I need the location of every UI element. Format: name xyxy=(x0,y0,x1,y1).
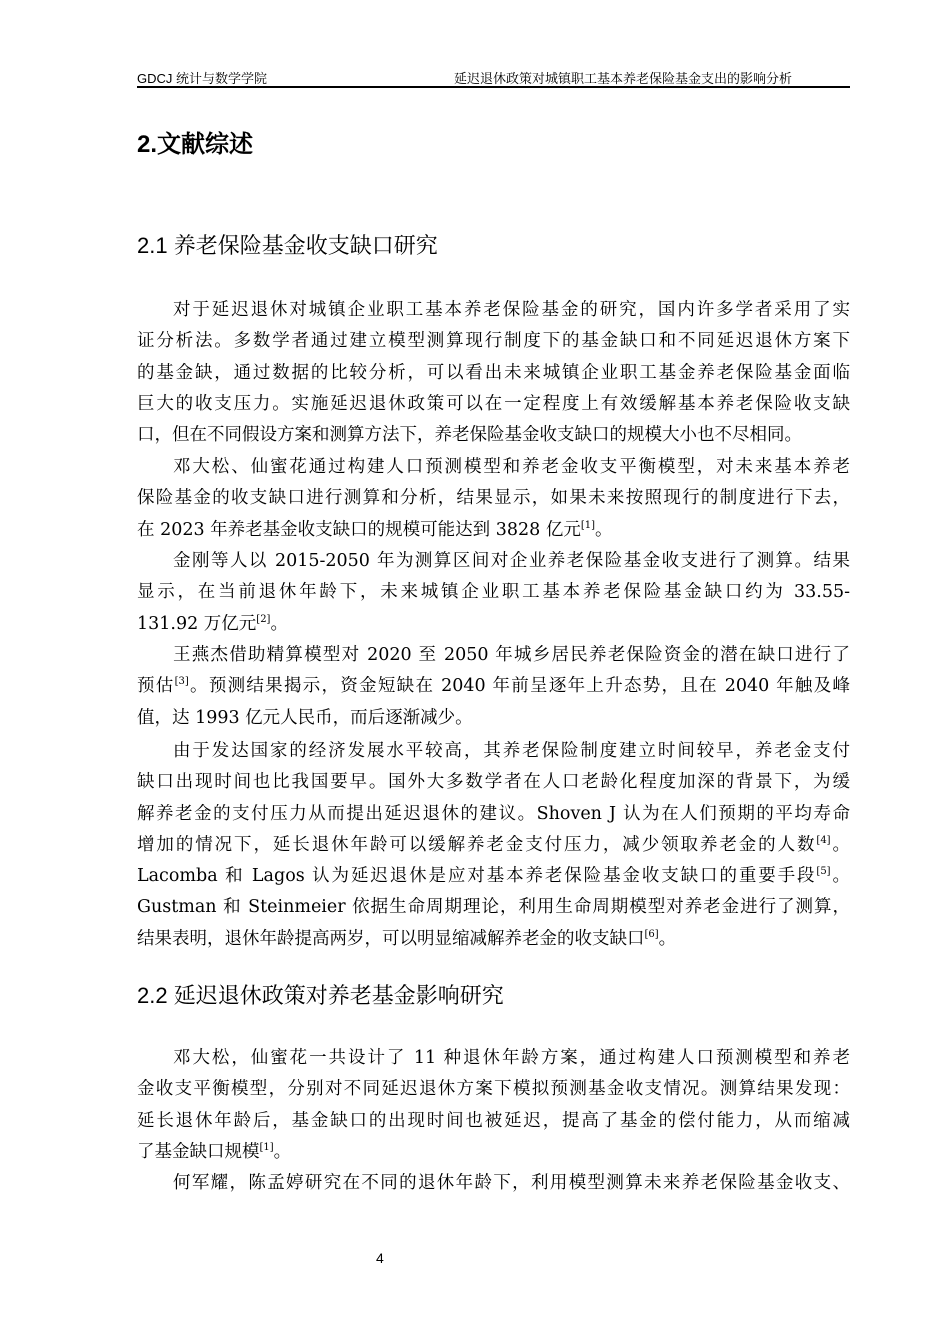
paragraph xyxy=(137,736,850,955)
text-line xyxy=(137,1137,850,1168)
citation-ref: [5] xyxy=(816,866,831,878)
text-line xyxy=(137,609,850,640)
text-run: 。 xyxy=(595,519,613,540)
text-line xyxy=(137,736,850,767)
text-run: 保险基金的收支缺口进行测算和分析，结果显示，如果未来按照现行的制度进行下去， xyxy=(137,488,850,509)
text-run: 缺口出现时间也比我国要早。国外大多数学者在人口老龄化程度加深的背景下，为缓 xyxy=(137,772,850,793)
text-run: 。预测结果揭示，资金短缺在 2040 年前呈逐年上升态势，且在 2040 年触及峰 xyxy=(188,676,850,697)
text-line xyxy=(137,830,850,861)
text-run: 邓大松、仙蜜花通过构建人口预测模型和养老金收支平衡模型，对未来基本养老 xyxy=(173,457,850,477)
text-line xyxy=(137,924,850,955)
text-line xyxy=(137,703,850,734)
text-run: 显示，在当前退休年龄下，未来城镇企业职工基本养老保险基金缺口约为 33.55- xyxy=(137,582,850,603)
text-line xyxy=(137,420,850,451)
header-left: GDCJ 统计与数学学院 xyxy=(137,71,268,86)
text-run: 值，达 1993 亿元人民币，而后逐渐减少。 xyxy=(137,707,473,728)
text-line xyxy=(137,861,850,892)
text-run: 解养老金的支付压力从而提出延迟退休的建议。Shoven J 认为在人们预期的平均寿命 xyxy=(137,803,850,824)
text-line xyxy=(137,295,850,326)
citation-ref: [4] xyxy=(816,834,831,846)
text-line xyxy=(137,515,850,546)
text-run: 。 xyxy=(830,834,850,855)
text-line xyxy=(137,389,850,420)
text-line xyxy=(137,452,850,483)
section-heading-2-1: 2.1 养老保险基金收支缺口研究 xyxy=(137,233,438,258)
text-line xyxy=(137,546,850,577)
text-line xyxy=(137,577,850,608)
citation-ref: [3] xyxy=(174,676,189,688)
text-run: 由于发达国家的经济发展水平较高，其养老保险制度建立时间较早，养老金支付 xyxy=(173,741,850,761)
citation-ref: [6] xyxy=(644,928,659,940)
text-run: 王燕杰借助精算模型对 2020 至 2050 年城乡居民养老保险资金的潜在缺口进行了 xyxy=(173,645,850,665)
text-run: 在 2023 年养老基金收支缺口的规模可能达到 3828 亿元 xyxy=(137,519,581,540)
citation-ref: [1] xyxy=(259,1141,274,1153)
text-line xyxy=(137,483,850,514)
page-number: 4 xyxy=(376,1250,384,1266)
text-run: 延长退休年龄后，基金缺口的出现时间也被延迟，提高了基金的偿付能力，从而缩减 xyxy=(137,1110,850,1131)
text-run: 131.92 万亿元 xyxy=(137,613,257,634)
text-run: 的基金缺，通过数据的比较分析，可以看出未来城镇企业职工基金养老保险基金面临 xyxy=(137,362,850,383)
page-header xyxy=(137,66,850,88)
paragraph xyxy=(137,1168,850,1199)
citation-ref: [2] xyxy=(256,613,271,625)
text-run: 口，但在不同假设方案和测算方法下，养老保险基金收支缺口的规模大小也不尽相同。 xyxy=(137,425,802,446)
text-run: 金刚等人以 2015-2050 年为测算区间对企业养老保险基金收支进行了测算。结果 xyxy=(173,551,850,571)
section-heading-2-2: 2.2 延迟退休政策对养老基金影响研究 xyxy=(137,983,504,1008)
header-right: 延迟退休政策对城镇职工基本养老保险基金支出的影响分析 xyxy=(453,71,792,86)
text-run: 金收支平衡模型，分别对不同延迟退休方案下模拟预测基金收支情况。测算结果发现： xyxy=(137,1079,850,1100)
paragraph xyxy=(137,295,850,451)
text-run: 。 xyxy=(273,1141,292,1162)
text-run: Gustman 和 Steinmeier 依据生命周期理论，利用生命周期模型对养老金进行了测算， xyxy=(137,897,850,918)
text-run: 。 xyxy=(658,928,677,949)
paragraph xyxy=(137,640,850,734)
text-run: 邓大松，仙蜜花一共设计了 11 种退休年龄方案，通过构建人口预测模型和养老 xyxy=(173,1048,850,1068)
text-line xyxy=(137,671,850,702)
text-line xyxy=(137,326,850,357)
chapter-heading: 2.文献综述 xyxy=(137,131,254,158)
text-line xyxy=(137,1168,850,1199)
text-line xyxy=(137,892,850,923)
text-line xyxy=(137,799,850,830)
text-run: 。 xyxy=(830,866,850,887)
text-line xyxy=(137,1106,850,1137)
citation-ref: [1] xyxy=(580,519,595,531)
paragraph xyxy=(137,1043,850,1168)
text-run: Lacomba 和 Lagos 认为延迟退休是应对基本养老保险基金收支缺口的重要手段 xyxy=(137,866,817,887)
text-run: 预估 xyxy=(137,676,175,697)
text-run: 对于延迟退休对城镇企业职工基本养老保险基金的研究，国内许多学者采用了实 xyxy=(173,300,850,320)
text-run: 增加的情况下，延长退休年龄可以缓解养老金支付压力，减少领取养老金的人数 xyxy=(137,834,817,855)
text-run: 巨大的收支压力。实施延迟退休政策可以在一定程度上有效缓解基本养老保险收支缺 xyxy=(137,393,850,414)
text-run: 证分析法。多数学者通过建立模型测算现行制度下的基金缺口和不同延迟退休方案下 xyxy=(137,331,850,352)
text-run: 何军耀，陈孟婷研究在不同的退休年龄下，利用模型测算未来养老保险基金收支、 xyxy=(173,1173,850,1193)
text-line xyxy=(137,640,850,671)
text-line xyxy=(137,1043,850,1074)
text-line xyxy=(137,1074,850,1105)
paragraph xyxy=(137,452,850,546)
paragraph xyxy=(137,546,850,640)
text-run: 结果表明，退休年龄提高两岁，可以明显缩减解养老金的收支缺口 xyxy=(137,928,645,949)
text-run: 了基金缺口规模 xyxy=(137,1141,260,1162)
text-line xyxy=(137,358,850,389)
text-run: 。 xyxy=(270,613,288,634)
text-line xyxy=(137,767,850,798)
